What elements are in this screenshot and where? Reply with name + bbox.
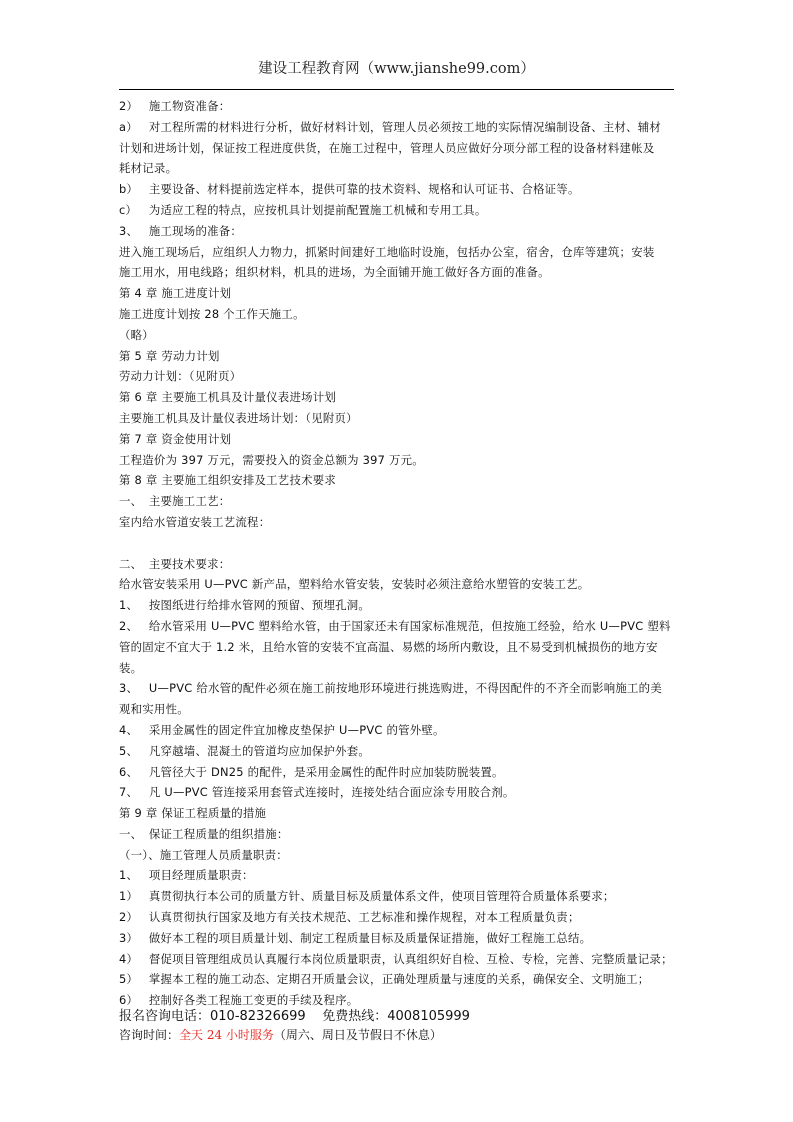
line-text: 认真贯彻执行国家及地方有关技术规范、工艺标准和操作规程，对本工程质量负责； <box>148 910 580 925</box>
line-text: 主要技术要求： <box>148 556 231 571</box>
footer-hours-line <box>119 1026 470 1044</box>
document-line <box>119 658 675 679</box>
document-line <box>119 969 675 990</box>
line-text: 第 8 章 主要施工组织安排及工艺技术要求 <box>119 473 337 488</box>
line-number: 二、 <box>119 556 143 571</box>
document-line <box>119 304 675 325</box>
line-text: 装。 <box>119 660 143 675</box>
document-line <box>119 325 675 346</box>
line-text: 给水管安装采用 U—PVC 新产品，塑料给水管安装，安装时必须注意给水塑管的安装工艺。 <box>119 577 590 592</box>
document-line <box>119 450 675 471</box>
document-line <box>119 699 675 720</box>
document-line <box>119 283 675 304</box>
document-line <box>119 845 675 866</box>
line-text: 施工现场的准备： <box>148 223 243 238</box>
document-line <box>119 96 675 117</box>
phone-label: 报名咨询电话： <box>119 1009 211 1024</box>
phone-number: 010-82326699 <box>210 1009 306 1024</box>
line-text: 第 9 章 保证工程质量的措施 <box>119 806 267 821</box>
line-text: 施工进度计划按 28 个工作天施工。 <box>119 306 305 321</box>
line-text: 计划和进场计划，保证按工程进度供货，在施工过程中，管理人员应做好分项分部工程的设备材料建帐及 <box>119 140 655 155</box>
line-text: 管的固定不宜大于 1.2 米，且给水管的安装不宜高温、易燃的场所内敷设，且不易受到机械损伤的地方安 <box>119 639 658 654</box>
line-text: 保证工程质量的组织措施： <box>148 826 289 841</box>
document-line <box>119 512 675 533</box>
line-text: 观和实用性。 <box>119 702 189 717</box>
page-header-title: 建设工程教育网（www.jianshe99.com） <box>258 61 535 77</box>
document-line <box>119 387 675 408</box>
footer-contact-line <box>119 1008 470 1026</box>
hours-label: 咨询时间： <box>119 1028 180 1042</box>
line-number: 6） <box>119 993 139 1008</box>
document-line <box>119 158 675 179</box>
document-line <box>119 949 675 970</box>
document-line <box>119 678 675 699</box>
line-text: 耗材记录。 <box>119 161 178 176</box>
document-line <box>119 554 675 575</box>
header-divider <box>119 89 674 90</box>
line-number: 1） <box>119 889 139 904</box>
line-number: 一、 <box>119 494 143 509</box>
document-line <box>119 824 675 845</box>
document-line <box>119 408 675 429</box>
document-line <box>119 574 675 595</box>
document-line <box>119 886 675 907</box>
line-number: 3） <box>119 930 139 945</box>
line-text: 采用金属性的固定件宜加橡皮垫保护 U—PVC 的管外壁。 <box>148 722 445 737</box>
line-number: 2） <box>119 910 139 925</box>
document-line <box>119 865 675 886</box>
line-number: 1、 <box>119 868 139 883</box>
line-text: 做好本工程的项目质量计划、制定工程质量目标及质量保证措施，做好工程施工总结。 <box>148 930 592 945</box>
line-text: 给水管采用 U—PVC 塑料给水管，由于国家还未有国家标准规范，但按施工经验，给水 U—PVC 塑料 <box>148 618 671 633</box>
document-line <box>119 741 675 762</box>
line-text: 施工用水，用电线路；组织材料，机具的进场，为全面铺开施工做好各方面的准备。 <box>119 265 550 280</box>
line-text: 第 4 章 施工进度计划 <box>119 286 232 301</box>
line-number: 4） <box>119 951 139 966</box>
document-line <box>119 928 675 949</box>
document-line <box>119 200 675 221</box>
line-text: 工程造价为 397 万元，需要投入的资金总额为 397 万元。 <box>119 452 424 467</box>
line-number: 1、 <box>119 598 139 613</box>
hotline-label: 免费热线： <box>322 1009 388 1024</box>
line-number: 4、 <box>119 722 139 737</box>
line-number: 3、 <box>119 681 139 696</box>
line-number: 7、 <box>119 785 139 800</box>
line-number: 6、 <box>119 764 139 779</box>
hours-note: （周六、周日及节假日不休息） <box>273 1028 442 1042</box>
line-text: 按图纸进行给排水管网的预留、预埋孔洞。 <box>148 598 371 613</box>
document-line <box>119 782 675 803</box>
document-line <box>119 637 675 658</box>
document-line <box>119 346 675 367</box>
line-number: 一、 <box>119 826 143 841</box>
line-number: 5） <box>119 972 139 987</box>
line-text: 第 5 章 劳动力计划 <box>119 348 220 363</box>
document-line <box>119 595 675 616</box>
line-number: c） <box>119 202 138 217</box>
document-body <box>119 96 675 1011</box>
line-text: 凡 U—PVC 管连接采用套管式连接时，连接处结合面应涂专用胶合剂。 <box>148 785 515 800</box>
line-text: 第 7 章 资金使用计划 <box>119 431 232 446</box>
line-text: 凡穿越墙、混凝土的管道均应加保护外套。 <box>148 743 371 758</box>
document-line <box>119 762 675 783</box>
document-line <box>119 262 675 283</box>
document-line <box>119 179 675 200</box>
line-text: 凡管径大于 DN25 的配件，是采用金属性的配件时应加装防脱装置。 <box>148 764 504 779</box>
document-line <box>119 720 675 741</box>
line-text: 对工程所需的材料进行分析，做好材料计划，管理人员必须按工地的实际情况编制设备、主材、辅材 <box>148 119 662 134</box>
document-line <box>119 138 675 159</box>
line-number: 3、 <box>119 223 139 238</box>
line-text: 项目经理质量职责： <box>148 868 254 883</box>
line-text: 主要施工工艺： <box>148 494 231 509</box>
line-text: 真贯彻执行本公司的质量方针、质量目标及质量体系文件，使项目管理符合质量体系要求； <box>148 889 615 904</box>
hotline-number: 4008105999 <box>387 1009 470 1024</box>
line-text: 掌握本工程的施工动态、定期召开质量会议，正确处理质量与速度的关系，确保安全、文明施工； <box>148 972 650 987</box>
line-text: 督促项目管理组成员认真履行本岗位质量职责，认真组织好自检、互检、专检，完善、完整质量记录； <box>148 951 673 966</box>
line-text: U—PVC 给水管的配件必须在施工前按地形环境进行挑选购进，不得因配件的不齐全而影响施工的美 <box>148 681 662 696</box>
document-line <box>119 242 675 263</box>
line-number: b） <box>119 182 139 197</box>
document-line <box>119 907 675 928</box>
line-text: （略） <box>119 327 154 342</box>
document-line <box>119 117 675 138</box>
line-text: 施工物资准备： <box>148 99 231 113</box>
line-text: 进入施工现场后，应组织人力物力，抓紧时间建好工地临时设施，包括办公室，宿舍，仓库等建筑；安装 <box>119 244 655 259</box>
line-text: 室内给水管道安装工艺流程： <box>119 514 271 529</box>
document-line <box>119 429 675 450</box>
line-text: 控制好各类工程施工变更的手续及程序。 <box>148 993 359 1008</box>
document-line <box>119 470 675 491</box>
line-text: 主要设备、材料提前选定样本，提供可靠的技术资料、规格和认可证书、合格证等。 <box>148 182 580 197</box>
line-text: 为适应工程的特点，应按机具计划提前配置施工机械和专用工具。 <box>148 202 487 217</box>
line-number: 5、 <box>119 743 139 758</box>
line-number: a） <box>119 119 138 134</box>
document-line <box>119 221 675 242</box>
line-text: 劳动力计划：（见附页） <box>119 369 242 384</box>
line-number: 2、 <box>119 618 139 633</box>
line-text: 主要施工机具及计量仪表进场计划：（见附页） <box>119 410 358 425</box>
document-line <box>119 803 675 824</box>
document-line <box>119 491 675 512</box>
document-line <box>119 533 675 554</box>
line-text: （一）、施工管理人员质量职责： <box>119 847 288 862</box>
hours-highlight: 全天 24 小时服务 <box>179 1028 274 1042</box>
line-text: 第 6 章 主要施工机具及计量仪表进场计划 <box>119 390 337 405</box>
line-number: 2） <box>119 99 139 113</box>
document-line <box>119 616 675 637</box>
page-footer <box>119 1008 470 1044</box>
document-line <box>119 366 675 387</box>
